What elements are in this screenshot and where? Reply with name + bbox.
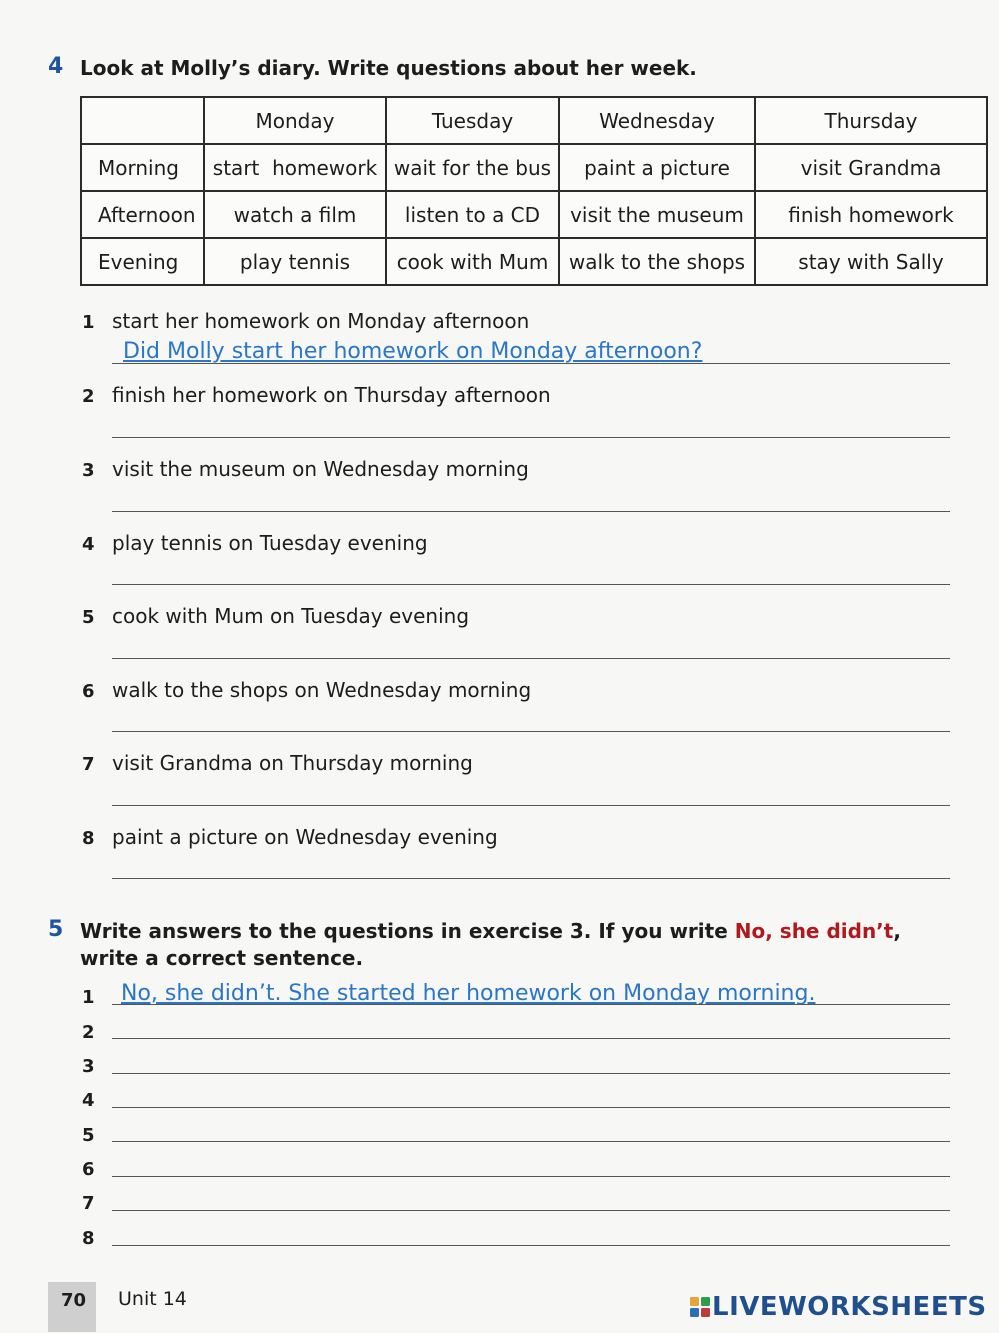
answer-number: 4 — [82, 1090, 95, 1111]
answer-line[interactable] — [112, 1210, 950, 1211]
table-cell: play tennis — [204, 238, 386, 285]
question-prompt: start her homework on Monday afternoon — [112, 309, 530, 333]
answer-line[interactable] — [112, 1038, 950, 1039]
table-row — [81, 191, 987, 238]
answer-line[interactable] — [112, 878, 950, 879]
question-number: 2 — [82, 386, 95, 407]
table-cell: listen to a CD — [386, 191, 559, 238]
answer-number: 2 — [82, 1022, 95, 1043]
table-cell: wait for the bus — [386, 144, 559, 191]
answer-line[interactable] — [112, 731, 950, 732]
question-prompt: paint a picture on Wednesday evening — [112, 825, 498, 849]
exercise-5-title-comma: , — [893, 919, 901, 943]
table-header-cell — [81, 97, 204, 144]
table-header-cell: Tuesday — [386, 97, 559, 144]
table-cell: cook with Mum — [386, 238, 559, 285]
answer-line[interactable] — [112, 363, 950, 364]
table-header-row — [81, 97, 987, 144]
table-cell: visit the museum — [559, 191, 755, 238]
table-row-header: Afternoon — [81, 191, 204, 238]
table-cell: finish homework — [755, 191, 987, 238]
exercise-5-number: 5 — [48, 917, 64, 942]
question-number: 4 — [82, 534, 95, 555]
answer-line[interactable] — [112, 584, 950, 585]
table-header-cell: Thursday — [755, 97, 987, 144]
table-row — [81, 238, 987, 285]
unit-label: Unit 14 — [118, 1288, 187, 1310]
question-number: 7 — [82, 754, 95, 775]
answer-line[interactable] — [112, 511, 950, 512]
table-row-header: Evening — [81, 238, 204, 285]
exercise-5-title — [80, 919, 901, 943]
brand-name: LIVEWORKSHEETS — [712, 1292, 987, 1322]
question-prompt: play tennis on Tuesday evening — [112, 531, 428, 555]
answer-line[interactable] — [112, 805, 950, 806]
question-number: 6 — [82, 681, 95, 702]
table-row — [81, 144, 987, 191]
brand-logo — [690, 1292, 987, 1322]
table-row-header: Morning — [81, 144, 204, 191]
answer-number: 3 — [82, 1056, 95, 1077]
answer-number: 1 — [82, 987, 95, 1008]
question-prompt: visit the museum on Wednesday morning — [112, 457, 529, 481]
exercise-5-title-line2: write a correct sentence. — [80, 946, 364, 970]
question-number: 8 — [82, 828, 95, 849]
question-prompt: walk to the shops on Wednesday morning — [112, 678, 532, 702]
table-cell: visit Grandma — [755, 144, 987, 191]
exercise-5-title-text: Write answers to the questions in exercise 3. If you write — [80, 919, 735, 943]
exercise-4-title: Look at Molly’s diary. Write questions about her week. — [80, 56, 697, 80]
question-prompt: cook with Mum on Tuesday evening — [112, 604, 470, 628]
table-cell: paint a picture — [559, 144, 755, 191]
liveworksheets-logo-icon — [690, 1297, 710, 1317]
answer-line[interactable] — [112, 437, 950, 438]
question-number: 1 — [82, 312, 95, 333]
question-number: 5 — [82, 607, 95, 628]
question-number: 3 — [82, 460, 95, 481]
answer-line[interactable] — [112, 1245, 950, 1246]
diary-table — [80, 96, 988, 286]
answer-line[interactable] — [112, 1141, 950, 1142]
question-prompt: finish her homework on Thursday afternoon — [112, 383, 551, 407]
answer-number: 8 — [82, 1228, 95, 1249]
table-cell: start homework — [204, 144, 386, 191]
table-header-cell: Monday — [204, 97, 386, 144]
table-cell: walk to the shops — [559, 238, 755, 285]
answer-line[interactable] — [112, 1176, 950, 1177]
answer-number: 7 — [82, 1193, 95, 1214]
answer-number: 5 — [82, 1125, 95, 1146]
answer-line[interactable] — [112, 1004, 950, 1005]
answer-field[interactable]: No, she didn’t. She started her homework on Monday morning. — [121, 981, 816, 1006]
page-number: 70 — [61, 1290, 87, 1311]
answer-number: 6 — [82, 1159, 95, 1180]
answer-field[interactable]: Did Molly start her homework on Monday afternoon? — [123, 339, 703, 364]
exercise-5-title-highlight: No, she didn’t — [734, 919, 894, 943]
table-header-cell: Wednesday — [559, 97, 755, 144]
answer-line[interactable] — [112, 1073, 950, 1074]
answer-line[interactable] — [112, 1107, 950, 1108]
table-cell: stay with Sally — [755, 238, 987, 285]
table-cell: watch a film — [204, 191, 386, 238]
exercise-4-number: 4 — [48, 54, 64, 79]
question-prompt: visit Grandma on Thursday morning — [112, 751, 473, 775]
answer-line[interactable] — [112, 658, 950, 659]
